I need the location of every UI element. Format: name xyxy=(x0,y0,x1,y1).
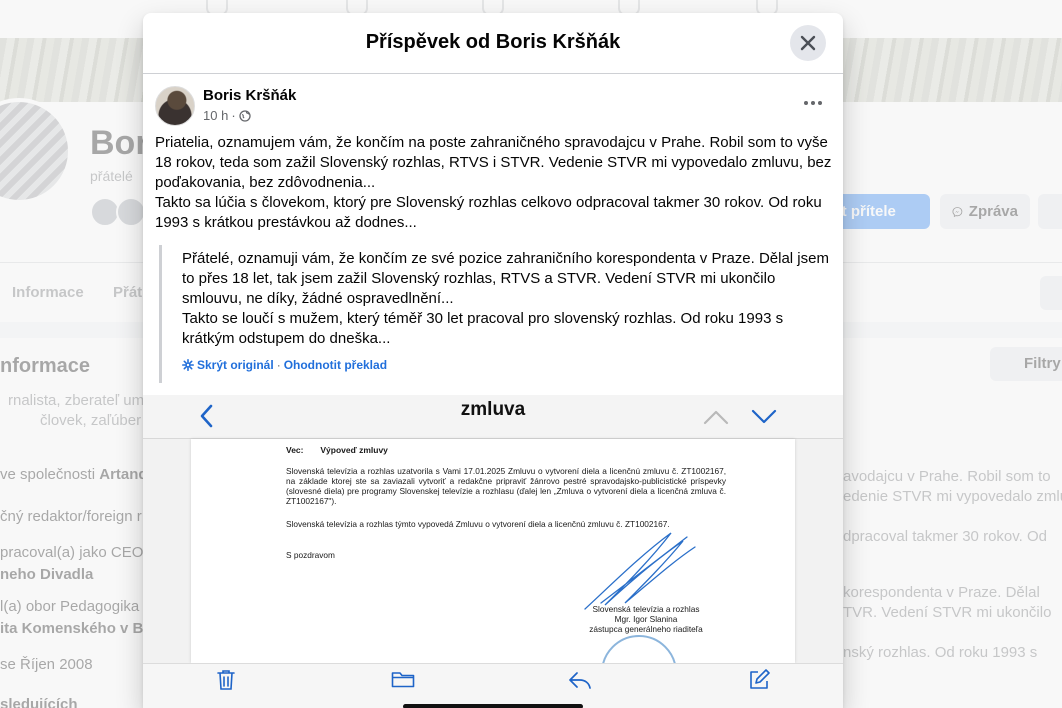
doc-paragraph: Slovenská televízia a rozhlas uzatvorila s Vami 17.01.2025 Zmluvu o vytvorení diela a licenčnú zmluvu č. ZT1002167, na základe ktorej ste sa zaviazali vytvoriť a redakčne pripraviť žánrovo pestré spravodajsko-publicistické príspevky (slovesné diela) pre programy Slovenskej televízie a rozhlasu (ďalej len „Zmluva o vytvorení diela a licenčná zmluva č. ZT1002167"). xyxy=(286,466,726,506)
handwritten-signature xyxy=(571,525,711,615)
close-button[interactable] xyxy=(790,25,826,61)
doc-sign-role: zástupca generálneho riaditeľa xyxy=(589,624,703,634)
doc-paragraph: Slovenská televízia a rozhlas týmto vypovedá Zmluvu o vytvorení diela a licenčnú zmluvu č. ZT1002167. xyxy=(286,519,670,529)
post-dialog xyxy=(143,13,843,708)
close-icon xyxy=(800,35,816,51)
trash-icon xyxy=(216,669,236,691)
folder-icon xyxy=(391,671,415,689)
image-app-header xyxy=(143,395,843,439)
chevron-up-icon xyxy=(703,409,729,425)
translation-paragraph: Takto se loučí s mužem, který téměř 30 let pracoval pro slovenský rozhlas. Od roku 1993 s krátkým odstupem do dneška... xyxy=(182,310,784,347)
meta-separator: · xyxy=(231,108,236,123)
doc-sign-org: Slovenská televízia a rozhlas xyxy=(592,604,700,614)
post-image[interactable] xyxy=(143,395,843,708)
rate-translation-link[interactable]: Ohodnotit překlad xyxy=(283,358,388,372)
translation-links xyxy=(182,358,387,372)
document-page xyxy=(191,439,795,663)
link-separator: · xyxy=(276,358,281,372)
post-paragraph: Priatelia, oznamujem vám, že končím na poste zahraničného spravodajcu v Prahe. Robil som to vyše 18 rokov, teda som zažil Slovenský rozhlas, RTVS i STVR. Vedenie STVR mi vypovedalo zmluvu, bez poďakovania, bez zdôvodnenia... xyxy=(155,134,832,191)
translation-paragraph: Přátelé, oznamuji vám, že končím ze své pozice zahraničního korespondenta v Praze. Dělal jsem to přes 18 let, tak jsem zažil Slovenský rozhlas, RTVS a STVR. Vedení STVR mi ukončilo smlouvu, ne díky, žádné ospravedlnění... xyxy=(182,250,829,307)
post-text xyxy=(155,133,835,233)
dialog-title: Příspěvek od Boris Kršňák xyxy=(365,31,621,53)
doc-sign-name: Mgr. Igor Slanina xyxy=(614,614,678,624)
post-time[interactable]: 10 h xyxy=(203,108,229,123)
home-indicator xyxy=(403,704,583,708)
doc-subject-text: Výpoveď zmluvy xyxy=(320,445,388,455)
gear-icon xyxy=(182,359,194,371)
author-name[interactable]: Boris Kršňák xyxy=(203,87,297,104)
reply-icon xyxy=(568,671,592,689)
doc-signature-block xyxy=(571,604,721,634)
doc-subject xyxy=(286,445,388,455)
dialog-header xyxy=(143,13,843,74)
post-meta xyxy=(203,108,251,123)
image-document-area xyxy=(143,439,843,663)
translation-text xyxy=(182,249,832,349)
doc-subject-label: Vec: xyxy=(286,445,304,455)
globe-icon xyxy=(239,110,251,122)
image-doc-title: zmluva xyxy=(460,399,526,420)
hide-original-link[interactable]: Skrýt originál xyxy=(197,358,274,372)
author-avatar[interactable] xyxy=(155,86,195,126)
post-paragraph: Takto sa lúčia s človekom, ktorý pre Slovenský rozhlas celkovo odpracoval takmer 30 rokov. Od roku 1993 s krátkou prestávkou až dodnes... xyxy=(155,194,822,231)
translation-block xyxy=(159,245,829,383)
image-app-toolbar xyxy=(143,663,843,708)
chevron-down-icon xyxy=(751,409,777,425)
doc-greeting: S pozdravom xyxy=(286,550,335,560)
compose-icon xyxy=(748,669,770,691)
official-stamp xyxy=(601,635,677,663)
post-options-button[interactable] xyxy=(799,93,827,113)
